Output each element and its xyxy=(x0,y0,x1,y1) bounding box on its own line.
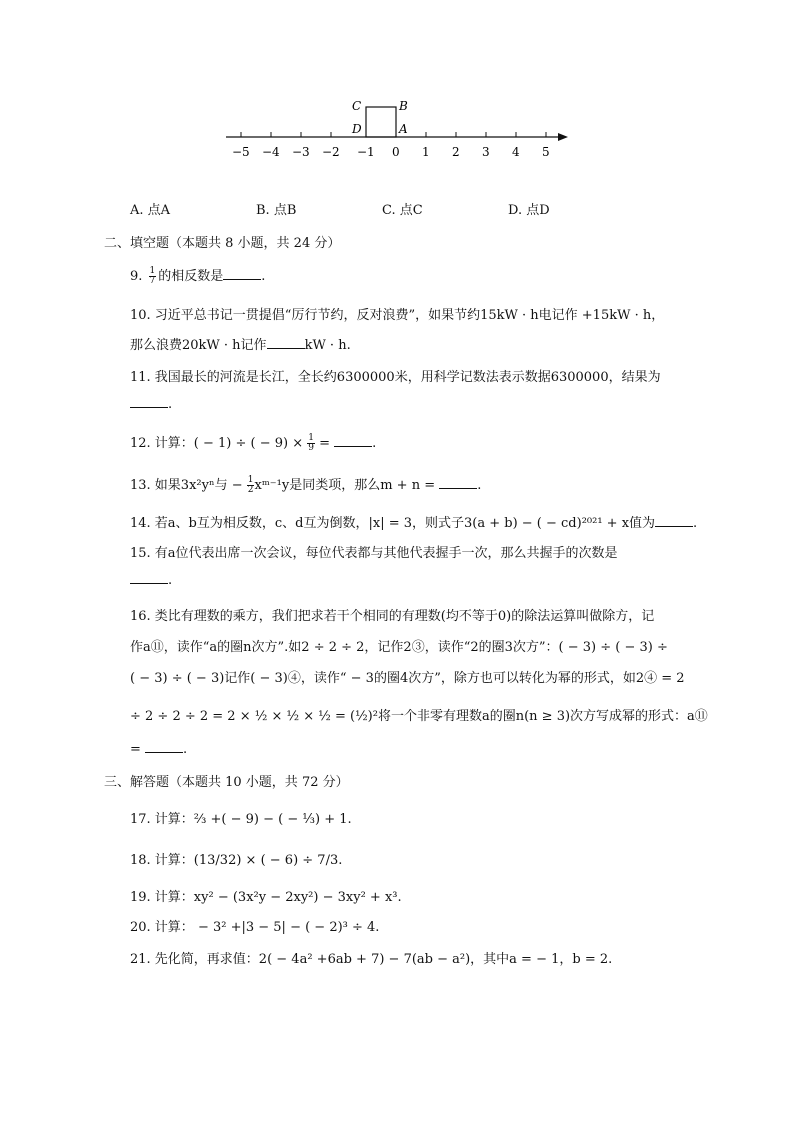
tick-label: 2 xyxy=(452,145,460,159)
question-15-line-1: 15. 有a位代表出席一次会议，每位代表都与其他代表握手一次，那么共握手的次数是 xyxy=(130,546,618,561)
point-label-d: D xyxy=(352,122,362,136)
choice-c[interactable]: C. 点C xyxy=(382,203,423,218)
point-label-b: B xyxy=(399,99,408,113)
question-15-line-2: . xyxy=(130,572,172,588)
answer-blank[interactable] xyxy=(130,572,168,584)
question-14: 14. 若a、b互为相反数，c、d互为倒数，|x| = 3，则式子3(a + b) − ( − cd)²⁰²¹ + x值为 . xyxy=(130,516,698,531)
tick-label: 3 xyxy=(482,145,490,159)
question-11-line-1: 11. 我国最长的河流是长江，全长约6300000米，用科学记数法表示数据6300000，结果为 xyxy=(130,370,661,385)
tick-label: −3 xyxy=(292,145,310,159)
answer-blank[interactable] xyxy=(267,337,305,349)
question-20: 20. 计算： − 3² +|3 − 5| − ( − 2)³ ÷ 4. xyxy=(130,920,380,935)
section-title-fill-blank: 二、填空题（本题共 8 小题，共 24 分） xyxy=(104,236,341,251)
question-12: 12. 计算：( − 1) ÷ ( − 9) × $\frac{1}{9}$ = . xyxy=(130,433,377,453)
fraction-1-7: $\frac{1}{7}$ xyxy=(149,266,156,286)
question-16-line-1: 16. 类比有理数的乘方，我们把求若干个相同的有理数(均不等于0)的除法运算叫做除方，记 xyxy=(130,609,655,624)
tick-label: 5 xyxy=(542,145,550,159)
question-16-line-2: 作a⑪，读作“a的圈n次方”.如2 ÷ 2 ÷ 2，记作2③，读作“2的圈3次方”：( − 3) ÷ ( − 3) ÷ xyxy=(130,640,668,655)
tick-label: −5 xyxy=(232,145,250,159)
tick-label: 0 xyxy=(392,145,400,159)
answer-blank[interactable] xyxy=(334,435,372,447)
answer-blank[interactable] xyxy=(439,477,477,489)
choice-d[interactable]: D. 点D xyxy=(508,203,550,218)
fraction-1-2: $\frac{1}{2}$ xyxy=(247,475,254,495)
choice-b[interactable]: B. 点B xyxy=(256,203,297,218)
tick-label: −2 xyxy=(322,145,340,159)
answer-blank[interactable] xyxy=(223,268,261,280)
tick-label: 1 xyxy=(422,145,430,159)
question-10-line-2: 那么浪费20kW · h记作 kW · h. xyxy=(130,338,351,353)
choice-a[interactable]: A. 点A xyxy=(130,203,171,218)
question-16-line-3: ( − 3) ÷ ( − 3)记作( − 3)④，读作“ − 3的圈4次方”，除方也可以转化为幂的形式，如2④ = 2 xyxy=(130,671,685,686)
answer-blank[interactable] xyxy=(655,515,693,527)
tick-label: −4 xyxy=(262,145,280,159)
answer-blank[interactable] xyxy=(130,396,168,408)
question-11-line-2: . xyxy=(130,396,172,412)
question-21: 21. 先化简，再求值：2( − 4a² +6ab + 7) − 7(ab − a²)，其中a = − 1，b = 2. xyxy=(130,952,613,967)
question-17: 17. 计算：⅔ +( − 9) − ( − ⅓) + 1. xyxy=(130,812,352,827)
question-13: 13. 如果3x²yⁿ与 − $\frac{1}{2}$ xᵐ⁻¹y是同类项，那么m + n = . xyxy=(130,475,482,495)
point-label-a: A xyxy=(399,122,408,136)
answer-choices xyxy=(0,199,794,219)
tick-marks xyxy=(241,132,546,137)
tick-label: −1 xyxy=(357,145,375,159)
point-label-c: C xyxy=(352,99,362,113)
question-19: 19. 计算：xy² − (3x²y − 2xy²) − 3xy² + x³. xyxy=(130,890,402,905)
question-16-line-5: = . xyxy=(130,742,188,757)
arrow-icon xyxy=(558,133,568,141)
question-10-line-1: 10. 习近平总书记一贯提倡“厉行节约，反对浪费”，如果节约15kW · h电记作 +15kW · h， xyxy=(130,308,665,323)
question-9: 9. $\frac{1}{7}$ 的相反数是 . xyxy=(130,266,266,286)
question-16-line-4: ÷ 2 ÷ 2 ÷ 2 = 2 × ½ × ½ × ½ = (½)²将一个非零有理数a的圈n(n ≥ 3)次方写成幂的形式：a⑪ xyxy=(130,709,708,724)
question-18: 18. 计算：(13/32) × ( − 6) ÷ 7/3. xyxy=(130,853,343,868)
number-line-figure xyxy=(220,92,580,162)
section-title-solve: 三、解答题（本题共 10 小题，共 72 分） xyxy=(104,775,349,790)
square-abcd xyxy=(366,107,396,137)
answer-blank[interactable] xyxy=(145,741,183,753)
tick-label: 4 xyxy=(512,145,520,159)
fraction-1-9: $\frac{1}{9}$ xyxy=(308,433,314,453)
